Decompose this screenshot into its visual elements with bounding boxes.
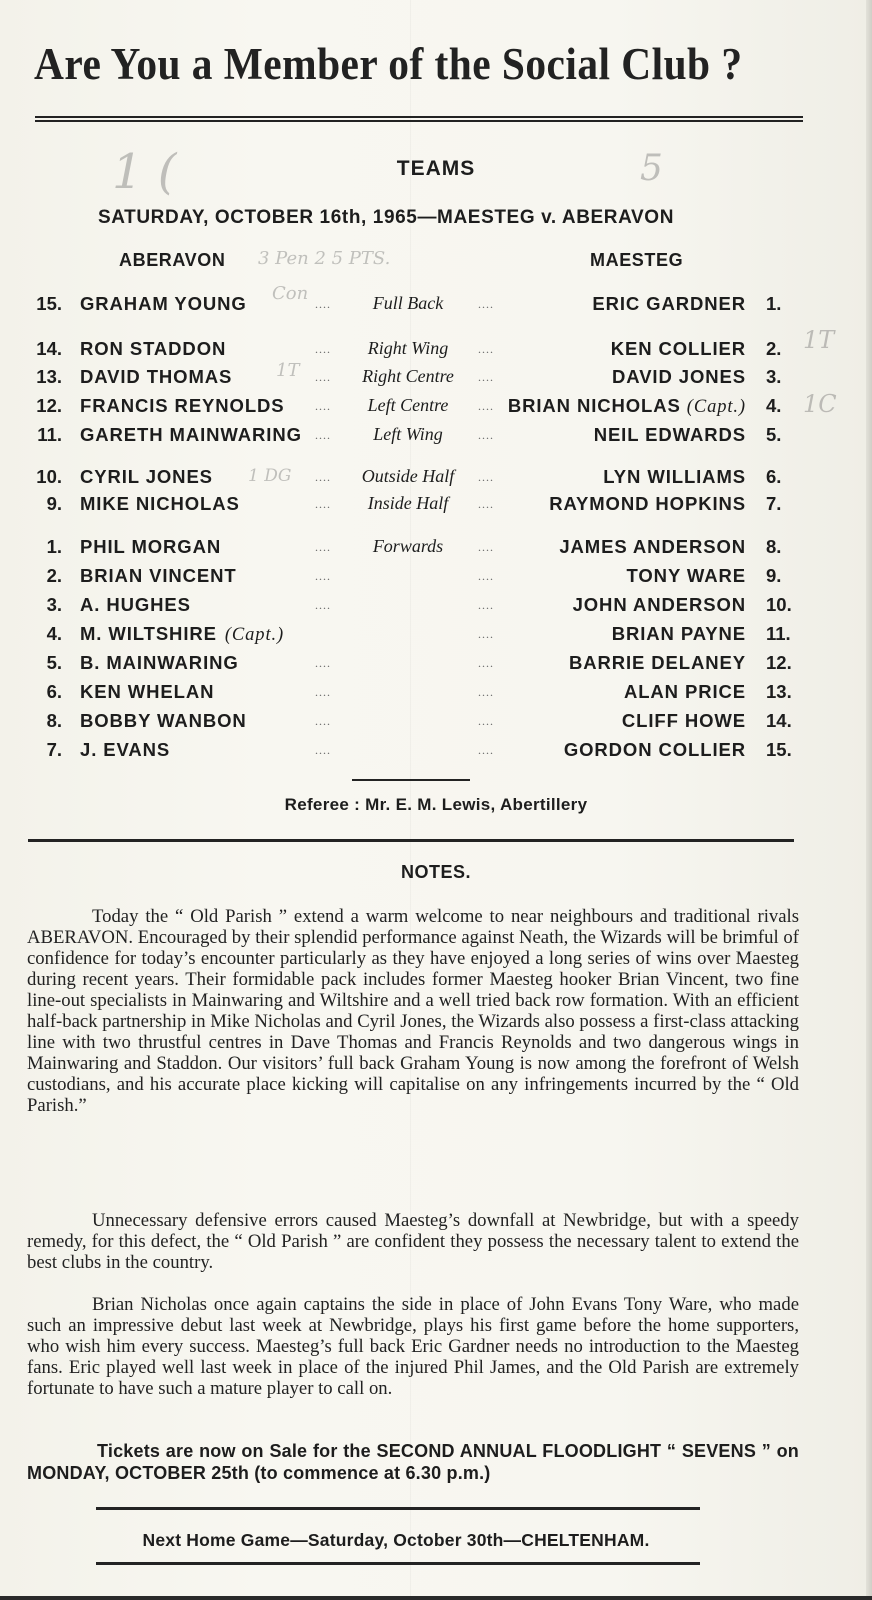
- away-jersey-number: 15.: [36, 293, 62, 314]
- captain-marker: (Capt.): [686, 397, 746, 417]
- lineup-row: [0, 623, 872, 649]
- home-player-name-text: GORDON COLLIER: [563, 739, 746, 760]
- away-player-name-text: KEN WHELAN: [80, 681, 215, 702]
- away-player-name-text: GRAHAM YOUNG: [80, 293, 247, 314]
- away-player-name-text: BRIAN VINCENT: [80, 565, 237, 586]
- leader-dots: ....: [478, 656, 494, 670]
- tickets-announcement: Tickets are now on Sale for the SECOND ANNUAL FLOODLIGHT “ SEVENS ” on MONDAY, OCTOBER 25th (to commence at 6.30 p.m.): [27, 1441, 799, 1483]
- captain-marker: (Capt.): [224, 625, 285, 645]
- leader-dots: ....: [315, 598, 331, 612]
- notes-paragraph-1: Today the “ Old Parish ” extend a warm welcome to near neighbours and traditional rivals ABERAVON. Encouraged by their splendid performance against Neath, the Wizards will be brimful of confidence for today’s encounter particularly as they have enjoyed a long series of wins over Maesteg during recent years. Their formidable pack includes former Maesteg hooker Brian Vincent, two fine line-out specialists in Mainwaring and Wiltshire and a well tried back row formation. With an efficient half-back partnership in Mike Nicholas and Cyril Jones, the Wizards also possess a first-class attacking line with two thrustful centres in Dave Thomas and Francis Reynolds and two dangerous wings in Mainwaring and Staddon. Our visitors’ full back Graham Young is now among the forefront of Welsh custodians, and his accurate place kicking will capitalise on any infringements incurred by the “ Old Parish.”: [27, 906, 799, 1116]
- away-player-name: [80, 536, 221, 558]
- home-player-name-text: BRIAN PAYNE: [611, 623, 746, 644]
- home-jersey-number: 12.: [766, 652, 792, 673]
- home-player-name-text: KEN COLLIER: [610, 338, 746, 359]
- lineup-row: [0, 652, 872, 678]
- away-jersey-number: 13.: [36, 366, 62, 387]
- home-jersey-number: 5.: [766, 424, 782, 445]
- away-player-name-text: DAVID THOMAS: [80, 366, 233, 387]
- away-player-name: [80, 594, 191, 616]
- home-jersey-number: 4.: [766, 395, 782, 416]
- home-jersey-number: 14.: [766, 710, 792, 731]
- away-player-name-text: FRANCIS REYNOLDS: [80, 395, 285, 416]
- home-team-header: MAESTEG: [590, 250, 684, 270]
- home-player-name: [612, 623, 746, 645]
- home-player-name: [573, 594, 746, 616]
- notes-heading: NOTES.: [400, 862, 471, 882]
- handwritten-dg-note: 1 DG: [248, 466, 292, 486]
- away-player-name-text: M. WILTSHIRE: [80, 623, 217, 644]
- lineup-row: [0, 366, 872, 392]
- leader-dots: ....: [315, 743, 331, 757]
- leader-dots: ....: [315, 297, 331, 311]
- away-player-name: [80, 493, 240, 515]
- leader-dots: ....: [315, 399, 331, 413]
- home-player-name: [611, 338, 746, 360]
- leader-dots: ....: [478, 685, 494, 699]
- home-player-name-text: BRIAN NICHOLAS: [507, 395, 681, 416]
- home-jersey-number: 3.: [766, 366, 782, 387]
- leader-dots: ....: [478, 497, 494, 511]
- away-player-name-text: A. HUGHES: [80, 594, 191, 615]
- home-jersey-number: 15.: [766, 739, 792, 760]
- away-player-name: [80, 293, 247, 315]
- home-jersey-number: 7.: [766, 493, 782, 514]
- home-jersey-number: 1.: [766, 293, 782, 314]
- leader-dots: ....: [315, 540, 331, 554]
- short-divider: [352, 779, 470, 781]
- home-player-name: [549, 493, 746, 515]
- lineup-row: [0, 338, 872, 364]
- leader-dots: ....: [478, 743, 494, 757]
- lineup-row: [0, 565, 872, 591]
- home-player-name: [592, 293, 746, 315]
- leader-dots: ....: [315, 470, 331, 484]
- position-label: Left Wing: [373, 424, 443, 444]
- leader-dots: ....: [478, 540, 494, 554]
- away-player-name-text: J. EVANS: [80, 739, 171, 760]
- match-line: SATURDAY, OCTOBER 16th, 1965—MAESTEG v. ABERAVON: [97, 207, 675, 228]
- handwritten-con-note: Con: [272, 283, 309, 304]
- notes-paragraph-3: Brian Nicholas once again captains the side in place of John Evans Tony Ware, who made such an impressive debut last week at Newbridge, plays his first game before the home supporters, who wish him every success. Maesteg’s full back Eric Gardner needs no introduction to the Maesteg fans. Eric played well last week in place of the injured Phil James, and the Old Parish are extremely fortunate to have such a mature player to call on.: [27, 1294, 799, 1399]
- next-game-bottom-rule: [96, 1562, 700, 1565]
- position-label: Full Back: [372, 293, 444, 313]
- leader-dots: ....: [478, 714, 494, 728]
- page-title: Are You a Member of the Social Club ?: [34, 39, 743, 89]
- away-jersey-number: 6.: [46, 681, 62, 702]
- lineup-row: [0, 466, 872, 492]
- away-player-name: [80, 710, 247, 732]
- lineup-row: [0, 493, 872, 519]
- away-jersey-number: 3.: [46, 594, 62, 615]
- handwritten-pen-note: 3 Pen 2 5 PTS.: [258, 248, 391, 269]
- handwritten-try-right: 1T: [803, 326, 835, 354]
- handwritten-conv-right: 1C: [803, 390, 837, 418]
- away-player-name: [80, 466, 213, 488]
- title-double-rule: [35, 116, 803, 122]
- handwritten-tally: 1 (: [112, 144, 177, 200]
- position-label: Right Wing: [367, 338, 449, 358]
- paper-edge: [866, 0, 872, 1600]
- position-label: Outside Half: [361, 466, 455, 486]
- lineup-row: [0, 536, 872, 562]
- leader-dots: ....: [315, 497, 331, 511]
- away-player-name-text: CYRIL JONES: [80, 466, 213, 487]
- leader-dots: ....: [478, 598, 494, 612]
- position-label: Right Centre: [362, 366, 454, 386]
- away-jersey-number: 5.: [46, 652, 62, 673]
- home-player-name: [559, 536, 746, 558]
- teams-heading: TEAMS: [396, 157, 476, 180]
- home-player-name-text: TONY WARE: [626, 565, 746, 586]
- notes-divider: [28, 839, 794, 842]
- away-jersey-number: 9.: [46, 493, 62, 514]
- home-player-name-text: JOHN ANDERSON: [572, 594, 746, 615]
- away-player-name: [80, 652, 239, 674]
- home-player-name: [569, 652, 746, 674]
- home-jersey-number: 2.: [766, 338, 782, 359]
- lineup-row: [0, 424, 872, 450]
- away-player-name: [80, 623, 284, 646]
- scan-border: [0, 1596, 872, 1600]
- away-jersey-number: 12.: [36, 395, 62, 416]
- leader-dots: ....: [478, 627, 494, 641]
- away-player-name: [80, 338, 226, 360]
- away-player-name-text: B. MAINWARING: [80, 652, 239, 673]
- home-jersey-number: 13.: [766, 681, 792, 702]
- away-jersey-number: 2.: [46, 565, 62, 586]
- home-player-name-text: ALAN PRICE: [623, 681, 746, 702]
- leader-dots: ....: [478, 370, 494, 384]
- home-jersey-number: 9.: [766, 565, 782, 586]
- away-jersey-number: 7.: [46, 739, 62, 760]
- leader-dots: ....: [315, 656, 331, 670]
- leader-dots: ....: [478, 399, 494, 413]
- away-jersey-number: 11.: [37, 424, 62, 445]
- away-player-name-text: BOBBY WANBON: [80, 710, 247, 731]
- home-player-name: [627, 565, 746, 587]
- home-player-name-text: NEIL EDWARDS: [593, 424, 746, 445]
- home-player-name-text: RAYMOND HOPKINS: [549, 493, 746, 514]
- away-player-name: [80, 395, 285, 417]
- next-home-game: Next Home Game—Saturday, October 30th—CHELTENHAM.: [142, 1530, 650, 1550]
- leader-dots: ....: [478, 342, 494, 356]
- lineup-row: [0, 681, 872, 707]
- away-player-name-text: GARETH MAINWARING: [80, 424, 302, 445]
- away-team-header: ABERAVON: [119, 250, 226, 270]
- next-game-top-rule: [96, 1507, 700, 1510]
- home-player-name: [603, 466, 746, 488]
- home-player-name: [624, 681, 746, 703]
- away-player-name: [80, 424, 302, 446]
- notes-paragraph-2: Unnecessary defensive errors caused Maesteg’s downfall at Newbridge, but with a speedy remedy, for this defect, the “ Old Parish ” are confident they possess the necessary talent to extend the best clubs in the country.: [27, 1210, 799, 1273]
- position-label: Inside Half: [367, 493, 449, 513]
- home-player-name-text: JAMES ANDERSON: [559, 536, 746, 557]
- away-jersey-number: 4.: [46, 623, 62, 644]
- leader-dots: ....: [315, 428, 331, 442]
- leader-dots: ....: [478, 297, 494, 311]
- home-jersey-number: 10.: [766, 594, 792, 615]
- leader-dots: ....: [315, 370, 331, 384]
- away-player-name: [80, 565, 237, 587]
- home-player-name-text: LYN WILLIAMS: [603, 466, 746, 487]
- away-jersey-number: 14.: [36, 338, 62, 359]
- lineup-row: [0, 594, 872, 620]
- leader-dots: ....: [315, 569, 331, 583]
- home-jersey-number: 8.: [766, 536, 782, 557]
- leader-dots: ....: [478, 569, 494, 583]
- home-player-name: [594, 424, 746, 446]
- away-player-name: [80, 681, 214, 703]
- away-player-name: [80, 739, 170, 761]
- away-player-name: [80, 366, 232, 388]
- leader-dots: ....: [315, 342, 331, 356]
- leader-dots: ....: [315, 714, 331, 728]
- position-label: Left Centre: [367, 395, 449, 415]
- away-jersey-number: 10.: [36, 466, 62, 487]
- home-player-name-text: CLIFF HOWE: [621, 710, 746, 731]
- away-jersey-number: 8.: [46, 710, 62, 731]
- home-player-name-text: ERIC GARDNER: [592, 293, 746, 314]
- lineup-row: [0, 739, 872, 765]
- home-player-name: [508, 395, 746, 418]
- home-player-name: [564, 739, 746, 761]
- home-jersey-number: 6.: [766, 466, 782, 487]
- away-player-name-text: MIKE NICHOLAS: [80, 493, 240, 514]
- leader-dots: ....: [315, 685, 331, 699]
- lineup-row: [0, 710, 872, 736]
- home-player-name-text: BARRIE DELANEY: [568, 652, 746, 673]
- home-player-name: [612, 366, 746, 388]
- away-player-name-text: RON STADDON: [80, 338, 227, 359]
- away-player-name-text: PHIL MORGAN: [80, 536, 222, 557]
- lineup-row: [0, 293, 872, 319]
- home-player-name-text: DAVID JONES: [612, 366, 746, 387]
- away-jersey-number: 1.: [46, 536, 62, 557]
- home-jersey-number: 11.: [766, 623, 791, 644]
- handwritten-try-note: 1T: [276, 360, 300, 381]
- leader-dots: ....: [478, 470, 494, 484]
- home-player-name: [622, 710, 746, 732]
- referee-line: Referee : Mr. E. M. Lewis, Abertillery: [284, 795, 588, 814]
- lineup-row: [0, 395, 872, 421]
- handwritten-score: 5: [640, 148, 663, 189]
- leader-dots: ....: [478, 428, 494, 442]
- position-label: Forwards: [372, 536, 444, 556]
